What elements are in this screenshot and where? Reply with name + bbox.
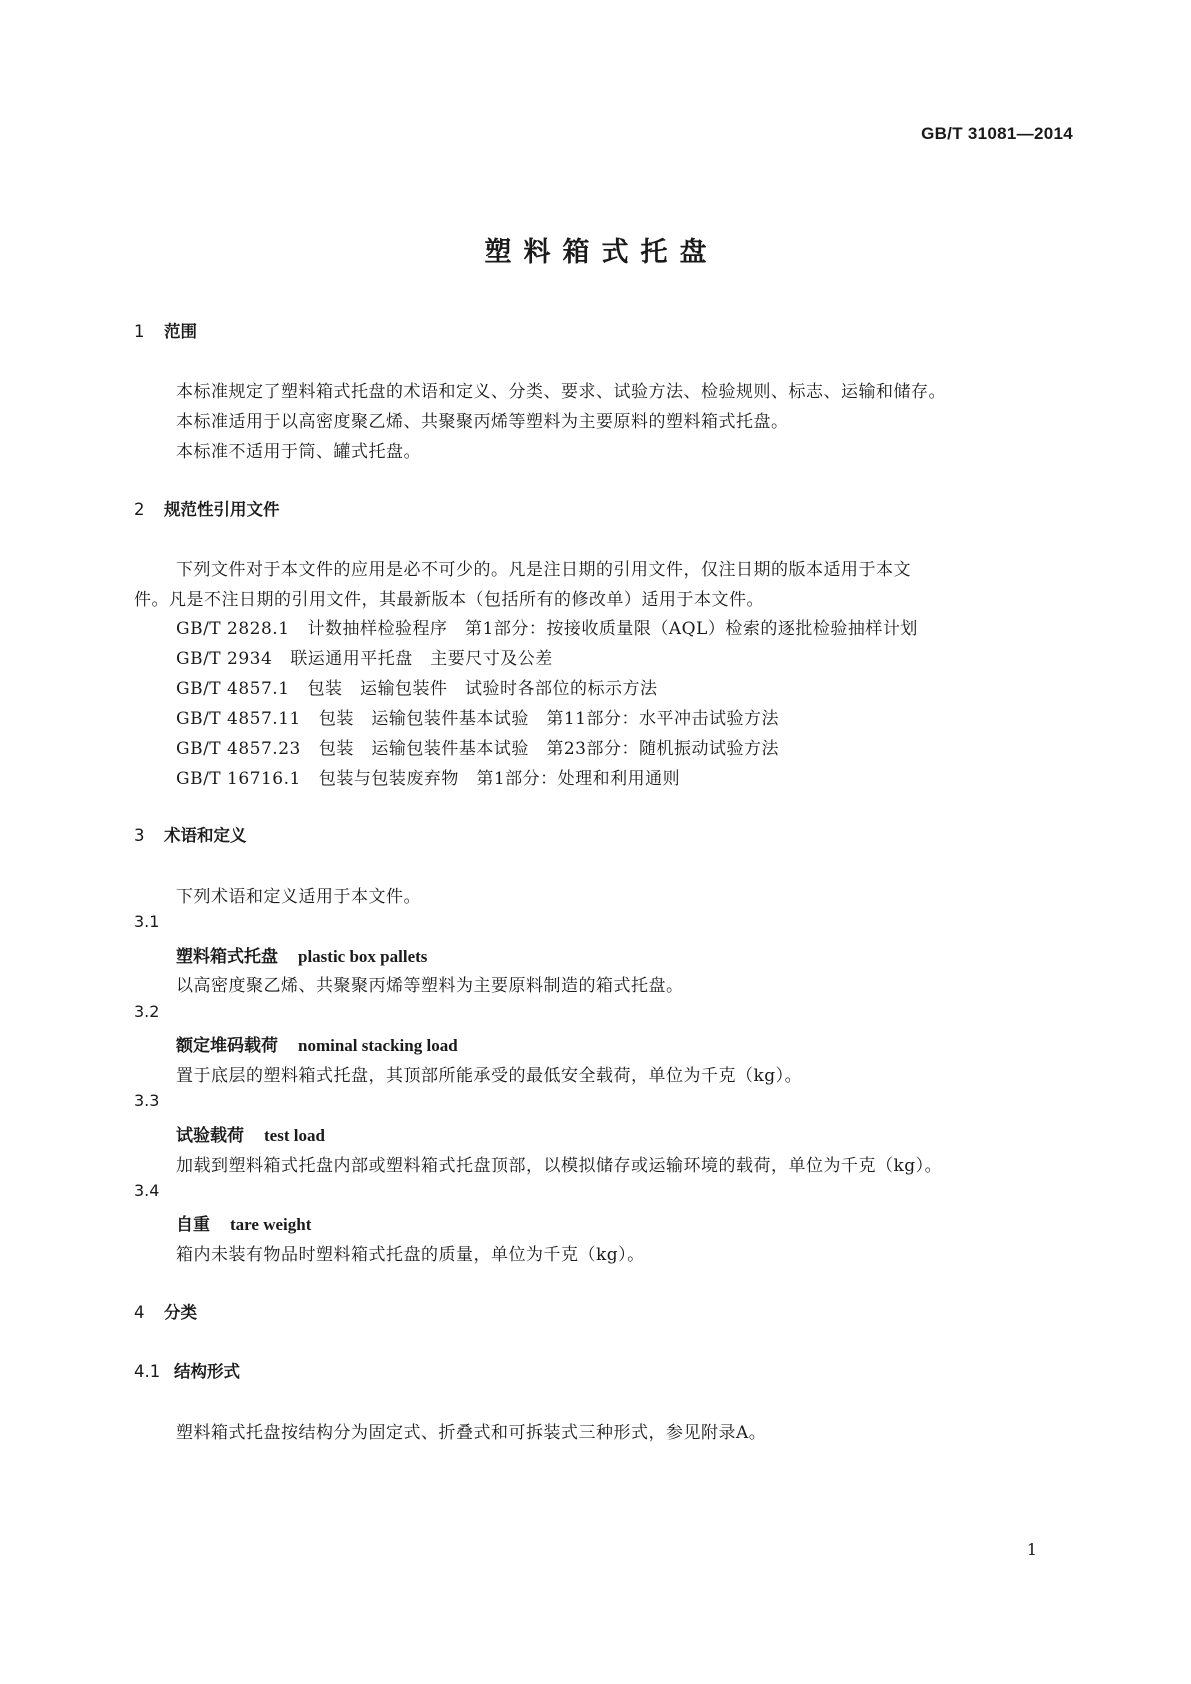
reference-item [176,764,680,789]
term-en: plastic box pallets [298,947,428,966]
term-number: 3.4 [134,1181,160,1200]
reference-title: 包装 运输包装件基本试验 第23部分：随机振动试验方法 [318,739,779,759]
section-title: 范围 [164,322,197,341]
paragraph-continuation: 件。凡是不注日期的引用文件，其最新版本（包括所有的修改单）适用于本文件。 [134,590,764,610]
document-title: 塑料箱式托盘 [484,237,719,268]
term-en: nominal stacking load [298,1036,458,1055]
term-en: tare weight [230,1215,312,1234]
reference-code: GB/T 4857.1 [176,679,290,699]
section-3-heading [134,822,247,846]
page-number: 1 [1026,1540,1037,1559]
section-title: 分类 [164,1303,197,1322]
reference-item [176,734,779,759]
reference-item [176,674,658,699]
reference-code: GB/T 2934 [176,649,273,669]
subsection-number: 4.1 [134,1362,161,1381]
reference-code: GB/T 4857.23 [176,739,301,759]
term-definition: 置于底层的塑料箱式托盘，其顶部所能承受的最低安全载荷，单位为千克（kg）。 [176,1066,803,1086]
subsection-4-1-heading [134,1358,240,1382]
term-heading [176,1031,458,1056]
section-number: 4 [134,1303,145,1322]
term-heading [176,1210,311,1235]
paragraph: 本标准规定了塑料箱式托盘的术语和定义、分类、要求、试验方法、检验规则、标志、运输和储存。 [176,382,946,402]
term-en: test load [264,1126,325,1145]
paragraph: 本标准适用于以高密度聚乙烯、共聚聚丙烯等塑料为主要原料的塑料箱式托盘。 [176,412,789,432]
term-zh: 试验载荷 [176,1126,244,1146]
term-heading [176,942,427,967]
section-number: 2 [134,500,145,519]
term-definition: 箱内未装有物品时塑料箱式托盘的质量，单位为千克（kg）。 [176,1245,645,1265]
reference-title: 联运通用平托盘 主要尺寸及公差 [290,649,553,669]
term-number: 3.3 [134,1091,160,1110]
section-title: 术语和定义 [164,826,247,845]
reference-title: 包装 运输包装件基本试验 第11部分：水平冲击试验方法 [318,709,779,729]
standard-code: GB/T 31081—2014 [921,124,1073,143]
reference-item [176,644,553,669]
section-number: 1 [134,322,145,341]
reference-code: GB/T 4857.11 [176,709,301,729]
section-1-heading [134,318,197,342]
section-title: 规范性引用文件 [164,500,280,519]
paragraph: 本标准不适用于筒、罐式托盘。 [176,442,421,462]
term-definition: 加载到塑料箱式托盘内部或塑料箱式托盘顶部，以模拟储存或运输环境的载荷，单位为千克（kg）。 [176,1156,943,1176]
section-4-heading [134,1299,197,1323]
reference-code: GB/T 16716.1 [176,769,301,789]
reference-item [176,704,779,729]
paragraph: 塑料箱式托盘按结构分为固定式、折叠式和可拆装式三种形式，参见附录A。 [176,1423,767,1443]
reference-title: 包装 运输包装件 试验时各部位的标示方法 [307,679,658,699]
section-2-heading [134,496,280,520]
reference-item [176,614,918,639]
paragraph: 下列文件对于本文件的应用是必不可少的。凡是注日期的引用文件，仅注日期的版本适用于本文 [176,560,911,580]
term-number: 3.2 [134,1002,160,1021]
term-zh: 额定堆码载荷 [176,1036,278,1056]
term-heading [176,1121,325,1146]
paragraph: 下列术语和定义适用于本文件。 [176,887,421,907]
term-definition: 以高密度聚乙烯、共聚聚丙烯等塑料为主要原料制造的箱式托盘。 [176,976,684,996]
subsection-title: 结构形式 [174,1362,240,1381]
reference-title: 计数抽样检验程序 第1部分：按接收质量限（AQL）检索的逐批检验抽样计划 [307,619,918,639]
section-number: 3 [134,826,145,845]
term-number: 3.1 [134,912,160,931]
term-zh: 自重 [176,1215,210,1235]
reference-code: GB/T 2828.1 [176,619,290,639]
reference-title: 包装与包装废弃物 第1部分：处理和利用通则 [318,769,681,789]
term-zh: 塑料箱式托盘 [176,947,278,967]
